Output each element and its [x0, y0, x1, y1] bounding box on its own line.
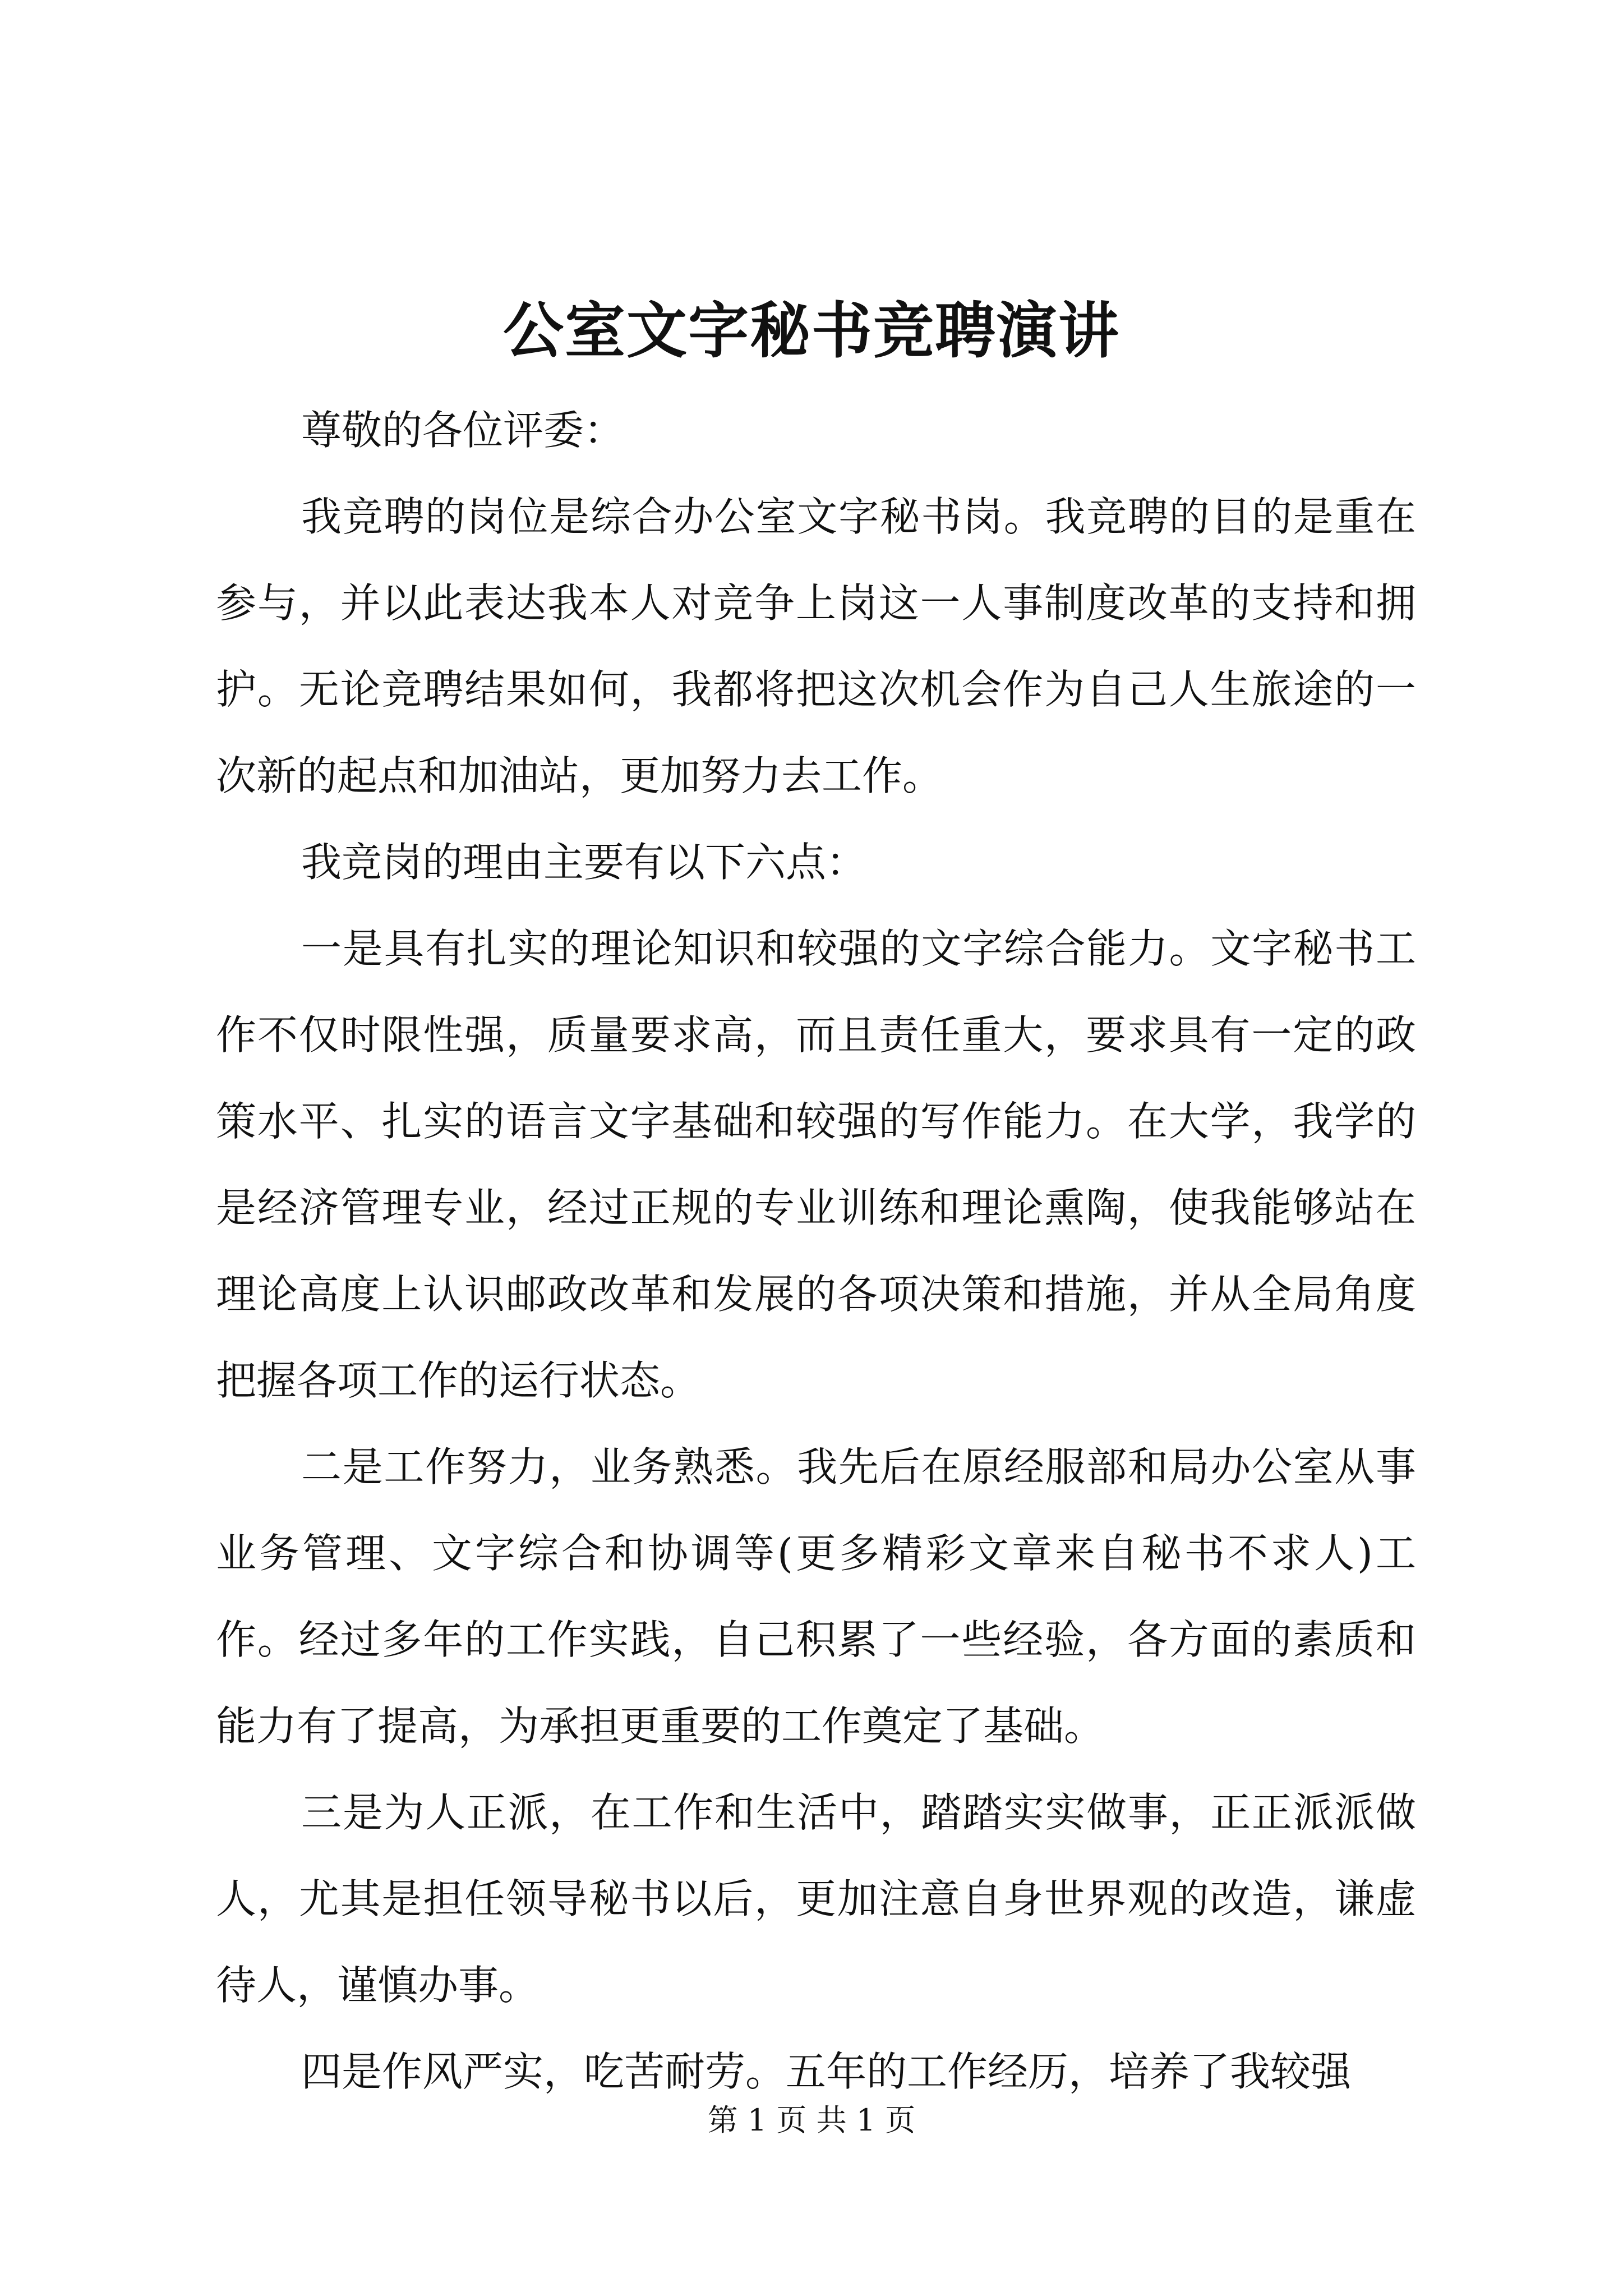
- paragraph-reasons-heading: 我竞岗的理由主要有以下六点：: [301, 839, 867, 886]
- paragraph-reason-4: 四是作风严实，吃苦耐劳。五年的工作经历，培养了我较强: [301, 2048, 1352, 2095]
- paragraph-reason-1: 一是具有扎实的理论知识和较强的文字综合能力。文字秘书工作不仅时限性强，质量要求高，而且责任重大，要求具有一定的政策水平、扎实的语言文字基础和较强的写作能力。在大学，我学的是经济管理专业，经过正规的专业训练和理论熏陶，使我能够站在理论高度上认识邮政改革和发展的各项决策和措施，并从全局角度把握各项工作的运行状态。: [216, 925, 1416, 1404]
- paragraph-intro: 我竞聘的岗位是综合办公室文字秘书岗。我竞聘的目的是重在参与，并以此表达我本人对竞争上岗这一人事制度改革的支持和拥护。无论竞聘结果如何，我都将把这次机会作为自己人生旅途的一次新的起点和加油站，更加努力去工作。: [216, 493, 1416, 799]
- paragraph-reason-3: 三是为人正派，在工作和生活中，踏踏实实做事，正正派派做人，尤其是担任领导秘书以后，更加注意自身世界观的改造，谦虚待人，谨慎办事。: [216, 1789, 1416, 2009]
- paragraph-salutation: 尊敬的各位评委：: [301, 407, 625, 454]
- page-footer: 第 1 页 共 1 页: [707, 2102, 916, 2138]
- paragraph-reason-2: 二是工作努力，业务熟悉。我先后在原经服部和局办公室从事业务管理、文字综合和协调等(更多精彩文章来自秘书不求人)工作。经过多年的工作实践，自己积累了一些经验，各方面的素质和能力有了提高，为承担更重要的工作奠定了基础。: [216, 1443, 1416, 1750]
- document-title: 公室文字秘书竞聘演讲: [502, 296, 1120, 366]
- document-body: [216, 387, 1416, 2115]
